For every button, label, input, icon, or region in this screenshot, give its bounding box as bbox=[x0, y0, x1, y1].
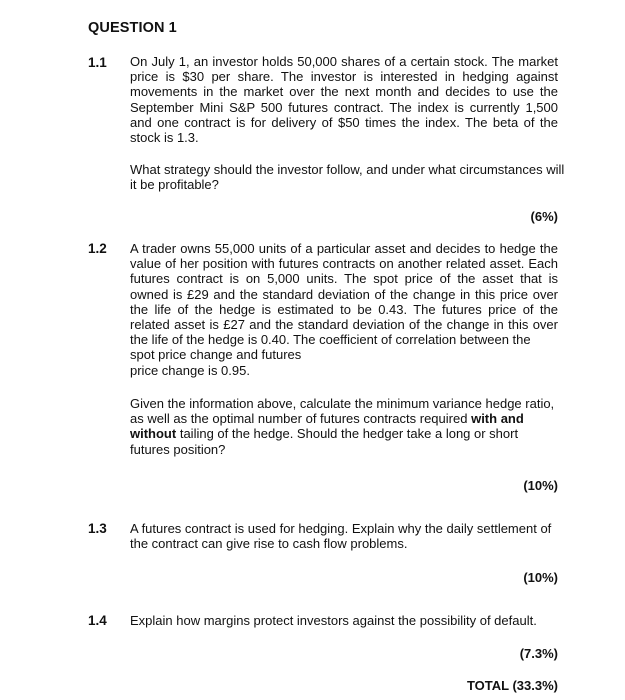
question-number-1-1: 1.1 bbox=[88, 55, 107, 70]
question-1-4-text: Explain how margins protect investors against the possibility of default. bbox=[130, 613, 537, 628]
question-1-2-marks: (10%) bbox=[523, 478, 558, 493]
question-1-3-marks: (10%) bbox=[523, 570, 558, 585]
question-1-2-paragraph-2-part-1: Given the information above, calculate the minimum variance hedge ratio, as well as the optimal number of futures contracts required bbox=[130, 396, 555, 427]
question-1-3-text: A futures contract is used for hedging. Explain why the daily settlement of the contract can give rise to cash flow problems. bbox=[130, 521, 552, 552]
question-1-2-emphasis-with: with bbox=[471, 411, 498, 427]
question-1-1-marks: (6%) bbox=[530, 209, 558, 224]
question-1-2-paragraph-2 bbox=[130, 396, 560, 457]
question-1-2-paragraph-2-part-2: tailing of the hedge. Should the hedger take a long or short futures position? bbox=[130, 426, 519, 457]
question-1-4-marks: (7.3%) bbox=[519, 646, 558, 661]
question-1-2-emphasis-and-without: and without bbox=[130, 411, 524, 442]
question-1-1-paragraph-1: On July 1, an investor holds 50,000 shares of a certain stock. The market price is $30 per share. The investor is interested in hedging against movements in the market over the next month and decides to use the September Mini S&P 500 futures contract. The index is currently 1,500 and one contract is for delivery of $50 times the index. The beta of the stock is 1.3. bbox=[130, 54, 558, 146]
question-1-2-paragraph-1-tail-2: price change is 0.95. bbox=[130, 362, 250, 378]
question-1-2-paragraph-1-tail-1: spot price change and futures bbox=[130, 347, 302, 363]
question-1-2-paragraph-1-main: A trader owns 55,000 units of a particular asset and decides to hedge the value of her position with futures contracts on another related asset. Each futures contract is on 5,000 units. The spot price of the asset that is owned is £29 and the standard deviation of the change in this price over the life of the hedge is estimated to be 0.43. The futures price of the related asset is £27 and the standard deviation of the change in this over the life of the hedge is 0.40. The coefficient of correlation between the bbox=[130, 241, 558, 348]
question-number-1-2: 1.2 bbox=[88, 241, 107, 256]
question-number-1-4: 1.4 bbox=[88, 613, 107, 628]
question-heading: QUESTION 1 bbox=[88, 20, 177, 36]
question-1-2-paragraph-1 bbox=[130, 241, 558, 378]
total-marks: TOTAL (33.3%) bbox=[466, 678, 558, 693]
question-number-1-3: 1.3 bbox=[88, 521, 107, 536]
question-1-1-paragraph-2: What strategy should the investor follow, and under what circumstances will it be profitable? bbox=[130, 162, 565, 193]
